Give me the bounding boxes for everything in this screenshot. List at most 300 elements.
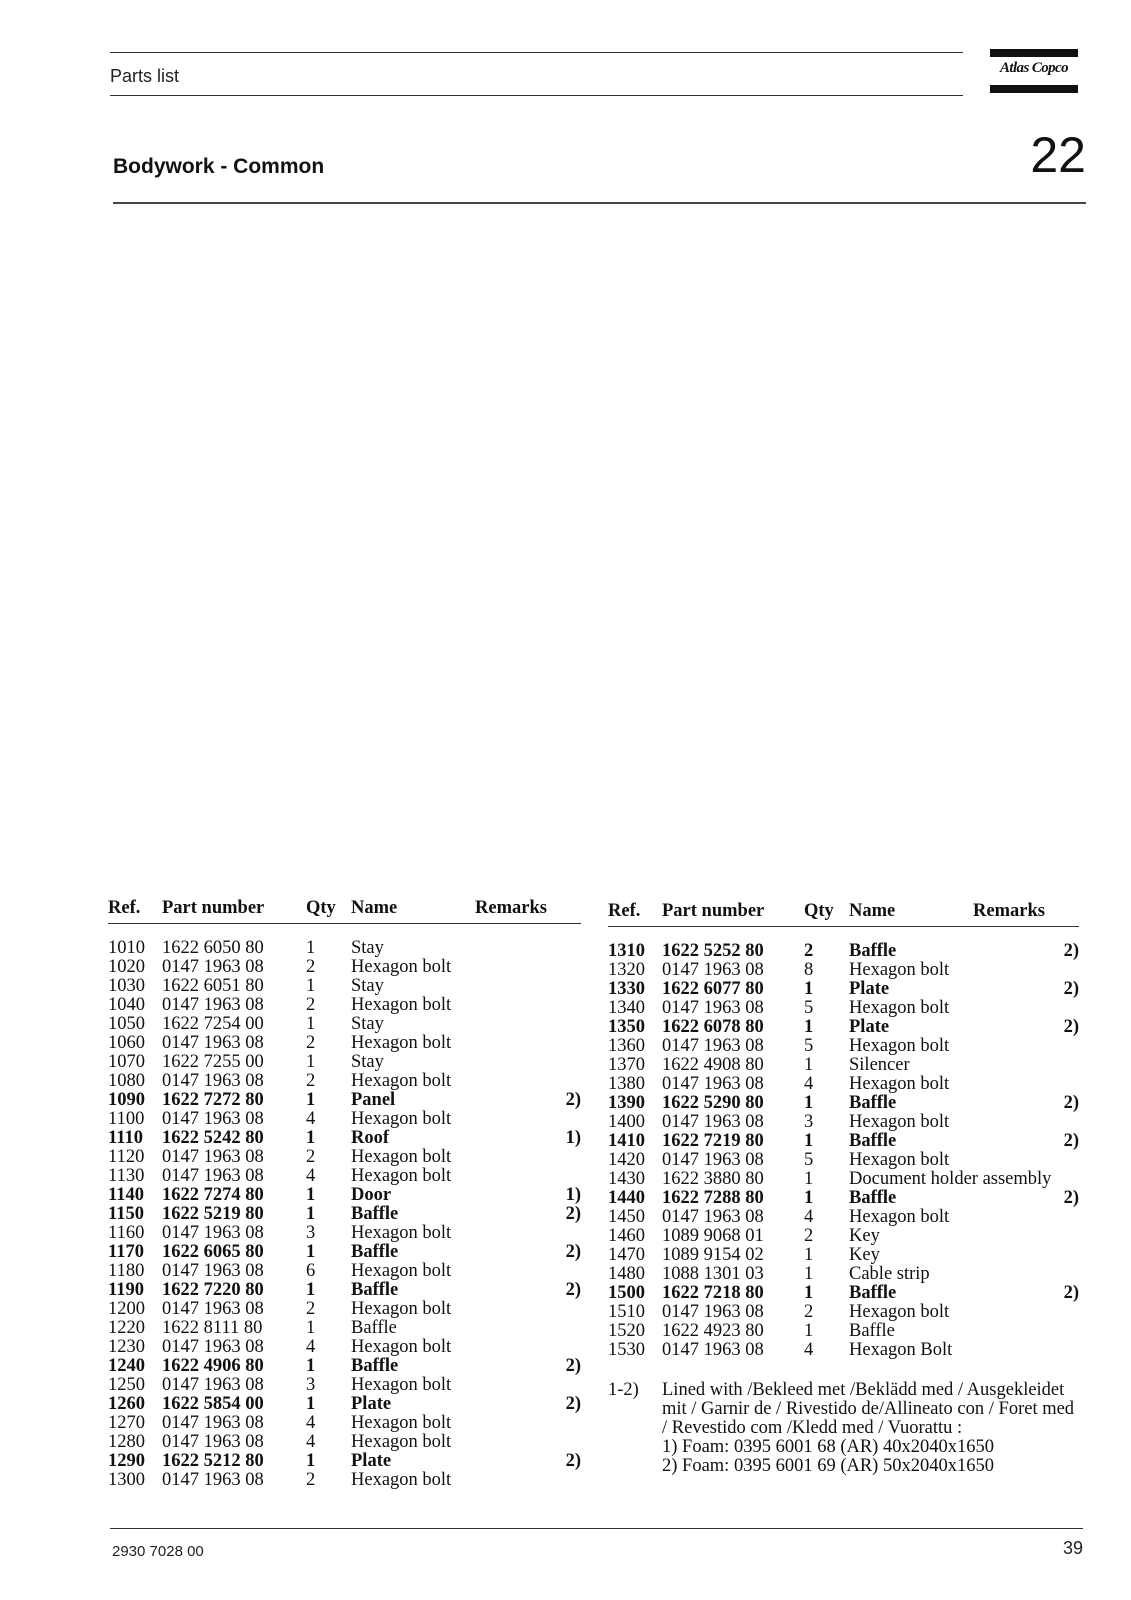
ref-cell: 1500 [608,1283,645,1303]
col-part-number: Part number [162,898,265,918]
atlas-copco-logo [990,49,1078,93]
table-row [108,1414,581,1433]
table-row [108,1167,581,1186]
table-header [108,899,581,924]
qty-cell: 2 [306,1071,316,1091]
ref-cell: 1370 [608,1055,645,1075]
table-row [608,1132,1079,1151]
ref-cell: 1410 [608,1131,645,1151]
name-cell: Hexagon bolt [849,1074,950,1094]
ref-cell: 1050 [108,1014,145,1034]
table-row [108,1471,581,1490]
name-cell: Cable strip [849,1264,930,1284]
name-cell: Hexagon bolt [351,1109,452,1129]
qty-cell: 1 [306,1451,316,1471]
notes-line: Lined with /Bekleed met /Beklädd med / Ausgekleidet [662,1380,1065,1400]
ref-cell: 1470 [608,1245,645,1265]
table-row [608,1303,1079,1322]
qty-cell: 3 [306,1375,316,1395]
part-number-cell: 0147 1963 08 [662,960,764,980]
table-row [108,1148,581,1167]
ref-cell: 1330 [608,979,645,999]
part-number-cell: 0147 1963 08 [662,1302,764,1322]
ref-cell: 1150 [108,1204,144,1224]
remarks-cell: 2) [565,1394,581,1414]
part-number-cell: 1622 5242 80 [162,1128,264,1148]
ref-cell: 1450 [608,1207,645,1227]
ref-cell: 1230 [108,1337,145,1357]
table-row [108,1053,581,1072]
section-title: Bodywork - Common [113,155,325,178]
table-row [108,1243,581,1262]
remarks-cell: 2) [565,1280,581,1300]
qty-cell: 1 [804,1169,814,1189]
notes-line: 1) Foam: 0395 6001 68 (AR) 40x2040x1650 [662,1437,994,1457]
part-number-cell: 1622 7220 80 [162,1280,264,1300]
part-number-cell: 1622 7219 80 [662,1131,764,1151]
name-cell: Baffle [849,1321,895,1341]
remarks-cell: 2) [1063,1188,1079,1208]
ref-cell: 1110 [108,1128,143,1148]
part-number-cell: 1622 5212 80 [162,1451,264,1471]
ref-cell: 1140 [108,1185,144,1205]
qty-cell: 4 [804,1207,814,1227]
part-number-cell: 0147 1963 08 [162,1337,264,1357]
part-number-cell: 0147 1963 08 [162,1109,264,1129]
part-number-cell: 0147 1963 08 [662,1112,764,1132]
col-part-number: Part number [662,901,765,921]
name-cell: Hexagon bolt [849,1302,950,1322]
part-number-cell: 1089 9068 01 [662,1226,764,1246]
qty-cell: 1 [306,1014,316,1034]
ref-cell: 1280 [108,1432,145,1452]
table-row [608,1170,1079,1189]
part-number-cell: 1622 6065 80 [162,1242,264,1262]
qty-cell: 1 [306,1052,316,1072]
remarks-cell: 2) [1063,1283,1079,1303]
ref-cell: 1310 [608,941,645,961]
table-row [108,1357,581,1376]
part-number-cell: 0147 1963 08 [662,998,764,1018]
table-row [108,1205,581,1224]
part-number-cell: 1622 7274 80 [162,1185,264,1205]
remarks-cell: 2) [1063,1131,1079,1151]
part-number-cell: 0147 1963 08 [662,1340,764,1360]
qty-cell: 1 [306,1090,316,1110]
part-number-cell: 0147 1963 08 [662,1207,764,1227]
qty-cell: 6 [306,1261,316,1281]
table-row [608,1341,1079,1360]
name-cell: Hexagon bolt [849,1150,950,1170]
part-number-cell: 1622 5290 80 [662,1093,764,1113]
name-cell: Door [351,1185,392,1205]
table-row [108,1186,581,1205]
ref-cell: 1040 [108,995,145,1015]
qty-cell: 1 [306,1204,316,1224]
name-cell: Plate [351,1394,392,1414]
remarks-cell: 2) [565,1242,581,1262]
name-cell: Hexagon bolt [849,960,950,980]
part-number-cell: 0147 1963 08 [662,1036,764,1056]
col-name: Name [849,901,896,921]
qty-cell: 4 [306,1413,316,1433]
name-cell: Baffle [351,1356,399,1376]
table-row [108,1376,581,1395]
document-number: 2930 7028 00 [112,1543,204,1560]
ref-cell: 1350 [608,1017,645,1037]
qty-cell: 1 [804,1093,814,1113]
remarks-cell: 1) [565,1185,581,1205]
col-qty: Qty [804,901,834,921]
name-cell: Stay [351,976,384,996]
ref-cell: 1030 [108,976,145,996]
qty-cell: 5 [804,1036,814,1056]
qty-cell: 1 [804,1245,814,1265]
part-number-cell: 0147 1963 08 [162,1223,264,1243]
remarks-cell: 2) [565,1356,581,1376]
name-cell: Baffle [351,1318,397,1338]
qty-cell: 1 [804,1283,814,1303]
ref-cell: 1390 [608,1093,645,1113]
name-cell: Hexagon bolt [351,1413,452,1433]
table-row [108,1224,581,1243]
name-cell: Stay [351,1014,384,1034]
part-number-cell: 1622 6078 80 [662,1017,764,1037]
table-row [608,1265,1079,1284]
qty-cell: 2 [804,1226,814,1246]
part-number-cell: 1622 6077 80 [662,979,764,999]
table-row [608,1322,1079,1341]
part-number-cell: 1622 4906 80 [162,1356,264,1376]
table-row [108,1452,581,1471]
ref-cell: 1380 [608,1074,645,1094]
name-cell: Hexagon bolt [849,1207,950,1227]
remarks-cell: 2) [565,1204,581,1224]
ref-cell: 1360 [608,1036,645,1056]
table-row [608,1284,1079,1303]
part-number-cell: 0147 1963 08 [162,1470,264,1490]
part-number-cell: 0147 1963 08 [162,1071,264,1091]
table-row [108,1129,581,1148]
ref-cell: 1510 [608,1302,645,1322]
table-row [608,1227,1079,1246]
table-row [108,1300,581,1319]
col-remarks: Remarks [973,901,1045,921]
qty-cell: 1 [306,938,316,958]
name-cell: Baffle [849,1093,897,1113]
remarks-cell: 2) [1063,1093,1079,1113]
name-cell: Plate [849,979,890,999]
ref-cell: 1170 [108,1242,144,1262]
name-cell: Baffle [849,1188,897,1208]
ref-cell: 1520 [608,1321,645,1341]
table-row [608,1113,1079,1132]
name-cell: Hexagon bolt [351,1337,452,1357]
name-cell: Stay [351,1052,384,1072]
part-number-cell: 1622 5252 80 [662,941,764,961]
table-row [608,1018,1079,1037]
name-cell: Baffle [849,1131,897,1151]
qty-cell: 2 [306,995,316,1015]
name-cell: Key [849,1226,880,1246]
parts-table-right [608,902,1079,1360]
part-number-cell: 1622 4923 80 [662,1321,764,1341]
name-cell: Panel [351,1090,396,1110]
col-ref: Ref. [608,901,641,921]
part-number-cell: 0147 1963 08 [162,1432,264,1452]
name-cell: Hexagon bolt [351,1166,452,1186]
part-number-cell: 1622 6051 80 [162,976,264,996]
qty-cell: 4 [804,1074,814,1094]
table-row [108,977,581,996]
qty-cell: 2 [306,1299,316,1319]
part-number-cell: 0147 1963 08 [162,1413,264,1433]
remarks-cell: 2) [1063,979,1079,999]
logo-bar-top [990,49,1078,57]
page-number: 39 [1062,1538,1083,1558]
qty-cell: 1 [804,1188,814,1208]
name-cell: Document holder assembly [849,1169,1052,1189]
qty-cell: 5 [804,1150,814,1170]
col-qty: Qty [306,898,336,918]
part-number-cell: 1622 3880 80 [662,1169,764,1189]
qty-cell: 3 [306,1223,316,1243]
ref-cell: 1300 [108,1470,145,1490]
name-cell: Plate [351,1451,392,1471]
name-cell: Hexagon bolt [351,1299,452,1319]
table-row [108,1015,581,1034]
part-number-cell: 0147 1963 08 [162,1166,264,1186]
part-number-cell: 1088 1301 03 [662,1264,764,1284]
notes-body [662,1381,1083,1476]
ref-cell: 1420 [608,1150,645,1170]
qty-cell: 1 [804,1321,814,1341]
ref-cell: 1270 [108,1413,145,1433]
ref-cell: 1160 [108,1223,145,1243]
qty-cell: 1 [804,1055,814,1075]
table-row [108,1110,581,1129]
qty-cell: 1 [306,976,316,996]
remarks-cell: 1) [565,1128,581,1148]
qty-cell: 4 [306,1337,316,1357]
qty-cell: 1 [306,1128,316,1148]
ref-cell: 1060 [108,1033,145,1053]
ref-cell: 1440 [608,1188,645,1208]
qty-cell: 4 [306,1432,316,1452]
qty-cell: 1 [306,1242,316,1262]
table-row [608,961,1079,980]
part-number-cell: 0147 1963 08 [162,1147,264,1167]
qty-cell: 1 [306,1185,316,1205]
ref-cell: 1020 [108,957,145,977]
name-cell: Hexagon bolt [351,1470,452,1490]
qty-cell: 1 [804,1131,814,1151]
part-number-cell: 1622 4908 80 [662,1055,764,1075]
header-rule-top [110,52,963,53]
name-cell: Baffle [351,1204,399,1224]
logo-bar-bottom [990,85,1078,93]
ref-cell: 1120 [108,1147,145,1167]
qty-cell: 3 [804,1112,814,1132]
table-row [608,942,1079,961]
col-ref: Ref. [108,898,141,918]
table-header [608,902,1079,927]
ref-cell: 1190 [108,1280,144,1300]
ref-cell: 1260 [108,1394,145,1414]
name-cell: Baffle [351,1242,399,1262]
notes-line: mit / Garnir de / Rivestido de/Allineato con / Foret med [662,1399,1075,1419]
section-rule [113,202,1086,204]
part-number-cell: 1622 7288 80 [662,1188,764,1208]
table-row [108,1281,581,1300]
table-row [608,999,1079,1018]
qty-cell: 1 [306,1318,316,1338]
ref-cell: 1250 [108,1375,145,1395]
table-row [108,1338,581,1357]
table-row [608,1189,1079,1208]
qty-cell: 1 [306,1280,316,1300]
footer-rule [110,1528,1083,1529]
notes-line: 2) Foam: 0395 6001 69 (AR) 50x2040x1650 [662,1456,994,1476]
ref-cell: 1100 [108,1109,145,1129]
part-number-cell: 1622 5219 80 [162,1204,264,1224]
name-cell: Hexagon bolt [351,1033,452,1053]
ref-cell: 1290 [108,1451,145,1471]
ref-cell: 1240 [108,1356,145,1376]
qty-cell: 8 [804,960,814,980]
name-cell: Hexagon bolt [849,998,950,1018]
remarks-cell: 2) [1063,941,1079,961]
name-cell: Hexagon bolt [351,957,452,977]
qty-cell: 2 [306,1470,316,1490]
remarks-cell: 2) [565,1451,581,1471]
name-cell: Hexagon bolt [849,1112,950,1132]
name-cell: Hexagon Bolt [849,1340,953,1360]
name-cell: Plate [849,1017,890,1037]
part-number-cell: 0147 1963 08 [162,957,264,977]
part-number-cell: 0147 1963 08 [162,1375,264,1395]
qty-cell: 4 [306,1109,316,1129]
table-row [108,996,581,1015]
table-row [108,1319,581,1338]
part-number-cell: 1622 7272 80 [162,1090,264,1110]
qty-cell: 2 [804,941,814,961]
table-row [608,1151,1079,1170]
name-cell: Key [849,1245,880,1265]
name-cell: Roof [351,1128,390,1148]
ref-cell: 1130 [108,1166,145,1186]
qty-cell: 5 [804,998,814,1018]
ref-cell: 1460 [608,1226,645,1246]
ref-cell: 1090 [108,1090,145,1110]
qty-cell: 1 [306,1394,316,1414]
part-number-cell: 1622 7218 80 [662,1283,764,1303]
table-row [608,1075,1079,1094]
ref-cell: 1070 [108,1052,145,1072]
part-number-cell: 1622 7255 00 [162,1052,264,1072]
name-cell: Hexagon bolt [351,995,452,1015]
parts-table-left [108,899,581,1490]
ref-cell: 1010 [108,938,145,958]
qty-cell: 1 [804,1017,814,1037]
ref-cell: 1220 [108,1318,145,1338]
part-number-cell: 0147 1963 08 [162,995,264,1015]
ref-cell: 1400 [608,1112,645,1132]
part-number-cell: 1622 7254 00 [162,1014,264,1034]
name-cell: Hexagon bolt [351,1223,452,1243]
table-row [108,1091,581,1110]
section-number: 22 [1030,127,1086,183]
ref-cell: 1340 [608,998,645,1018]
notes-label: 1-2) [608,1380,639,1400]
name-cell: Hexagon bolt [351,1261,452,1281]
table-row [108,1034,581,1053]
header-label: Parts list [110,66,180,86]
table-row [108,1433,581,1452]
table-row [108,939,581,958]
name-cell: Stay [351,938,384,958]
part-number-cell: 1622 5854 00 [162,1394,264,1414]
part-number-cell: 0147 1963 08 [662,1074,764,1094]
qty-cell: 4 [804,1340,814,1360]
qty-cell: 4 [306,1166,316,1186]
col-name: Name [351,898,398,918]
part-number-cell: 1089 9154 02 [662,1245,764,1265]
table-row [608,1094,1079,1113]
name-cell: Baffle [849,1283,897,1303]
table-row [608,1208,1079,1227]
part-number-cell: 0147 1963 08 [162,1033,264,1053]
qty-cell: 1 [306,1356,316,1376]
qty-cell: 2 [306,957,316,977]
name-cell: Hexagon bolt [351,1147,452,1167]
table-row [108,958,581,977]
col-remarks: Remarks [475,898,547,918]
qty-cell: 2 [306,1033,316,1053]
qty-cell: 2 [804,1302,814,1322]
table-row [608,1246,1079,1265]
ref-cell: 1430 [608,1169,645,1189]
name-cell: Baffle [849,941,897,961]
table-row [108,1072,581,1091]
header-rule-bottom [110,95,963,96]
ref-cell: 1200 [108,1299,145,1319]
name-cell: Baffle [351,1280,399,1300]
notes-line: / Revestido com /Kledd med / Vuorattu : [662,1418,963,1438]
ref-cell: 1480 [608,1264,645,1284]
part-number-cell: 1622 8111 80 [162,1318,263,1338]
part-number-cell: 0147 1963 08 [162,1261,264,1281]
qty-cell: 1 [804,1264,814,1284]
ref-cell: 1180 [108,1261,145,1281]
remarks-cell: 2) [1063,1017,1079,1037]
part-number-cell: 1622 6050 80 [162,938,264,958]
table-row [608,1037,1079,1056]
table-row [608,1056,1079,1075]
name-cell: Hexagon bolt [351,1375,452,1395]
qty-cell: 2 [306,1147,316,1167]
ref-cell: 1530 [608,1340,645,1360]
name-cell: Hexagon bolt [849,1036,950,1056]
logo-text: Atlas Copco [1000,60,1068,76]
part-number-cell: 0147 1963 08 [662,1150,764,1170]
table-row [108,1262,581,1281]
part-number-cell: 0147 1963 08 [162,1299,264,1319]
name-cell: Silencer [849,1055,910,1075]
remarks-cell: 2) [565,1090,581,1110]
qty-cell: 1 [804,979,814,999]
ref-cell: 1080 [108,1071,145,1091]
